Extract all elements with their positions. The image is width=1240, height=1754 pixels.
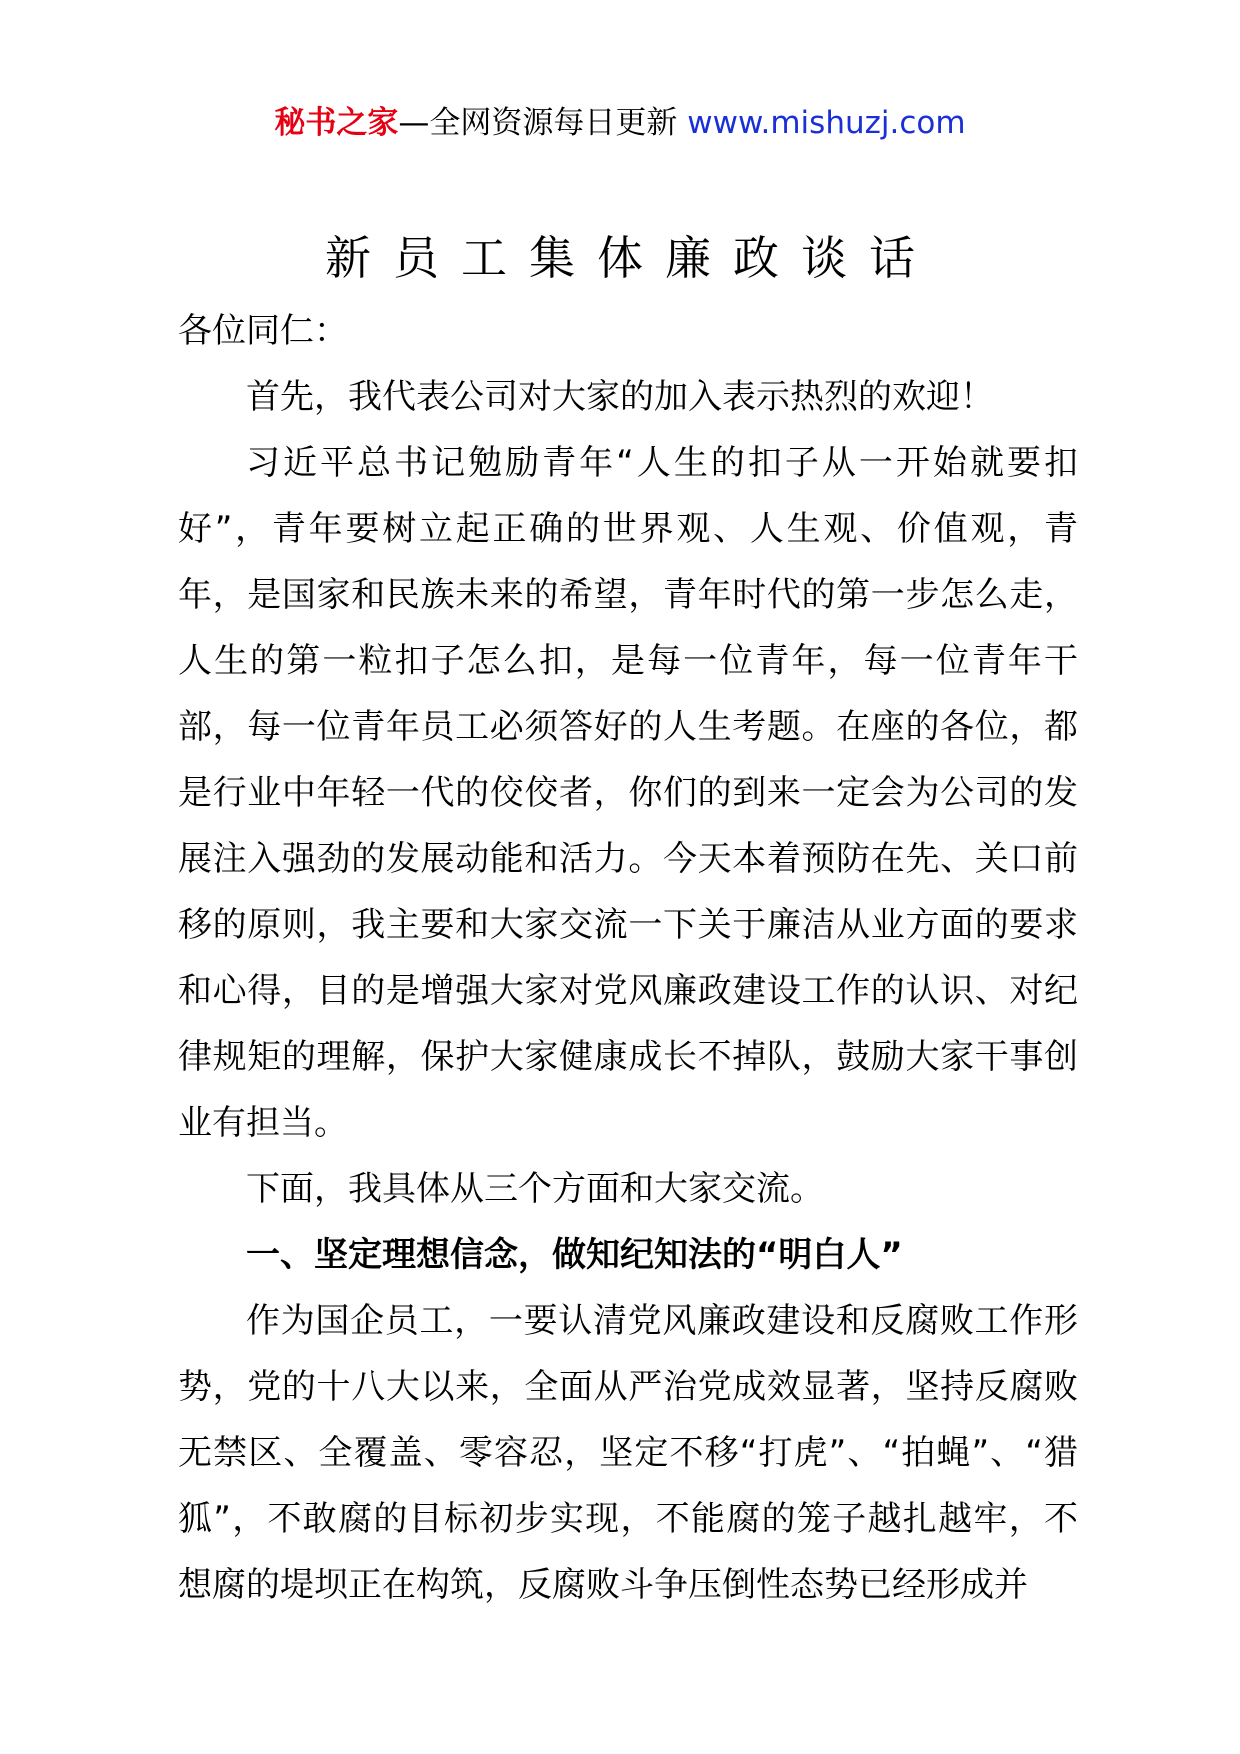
paragraph: 首先，我代表公司对大家的加入表示热烈的欢迎！ <box>246 377 994 417</box>
paragraph: 作为国企员工，一要认清党风廉政建设和反腐败工作形势，党的十八大以来，全面从严治党成效显著，坚持反腐败无禁区、全覆盖、零容忍，坚定不移“打虎”、“拍蝇”、“猎狐”，不敢腐的目标初步实现，不能腐的笼子越扎越牢，不想腐的堤坝正在构筑，反腐败斗争压倒性态势已经形成并 <box>178 1301 1078 1605</box>
paragraph: 习近平总书记勉励青年“人生的扣子从一开始就要扣好”，青年要树立起正确的世界观、人生观、价值观，青年，是国家和民族未来的希望，青年时代的第一步怎么走，人生的第一粒扣子怎么扣，是每一位青年，每一位青年干部，每一位青年员工必须答好的人生考题。在座的各位，都是行业中年轻一代的佼佼者，你们的到来一定会为公司的发展注入强劲的发展动能和活力。今天本着预防在先、关口前移的原则，我主要和大家交流一下关于廉洁从业方面的要求和心得，目的是增强大家对党风廉政建设工作的认识、对纪律规矩的理解，保护大家健康成长不掉队，鼓励大家干事创业有担当。 <box>178 443 1078 1143</box>
header-tagline: —全网资源每日更新 <box>398 105 688 141</box>
site-header <box>0 100 1240 146</box>
salutation: 各位同仁： <box>178 311 348 351</box>
paragraph: 下面，我具体从三个方面和大家交流。 <box>246 1169 824 1209</box>
section-heading: 一、坚定理想信念，做知纪知法的“明白人” <box>246 1235 903 1275</box>
document-title: 新员工集体廉政谈话 <box>325 231 937 285</box>
site-url: www.mishuzj.com <box>687 105 966 141</box>
document-body <box>178 298 1078 1618</box>
brand-name: 秘书之家 <box>274 105 399 141</box>
